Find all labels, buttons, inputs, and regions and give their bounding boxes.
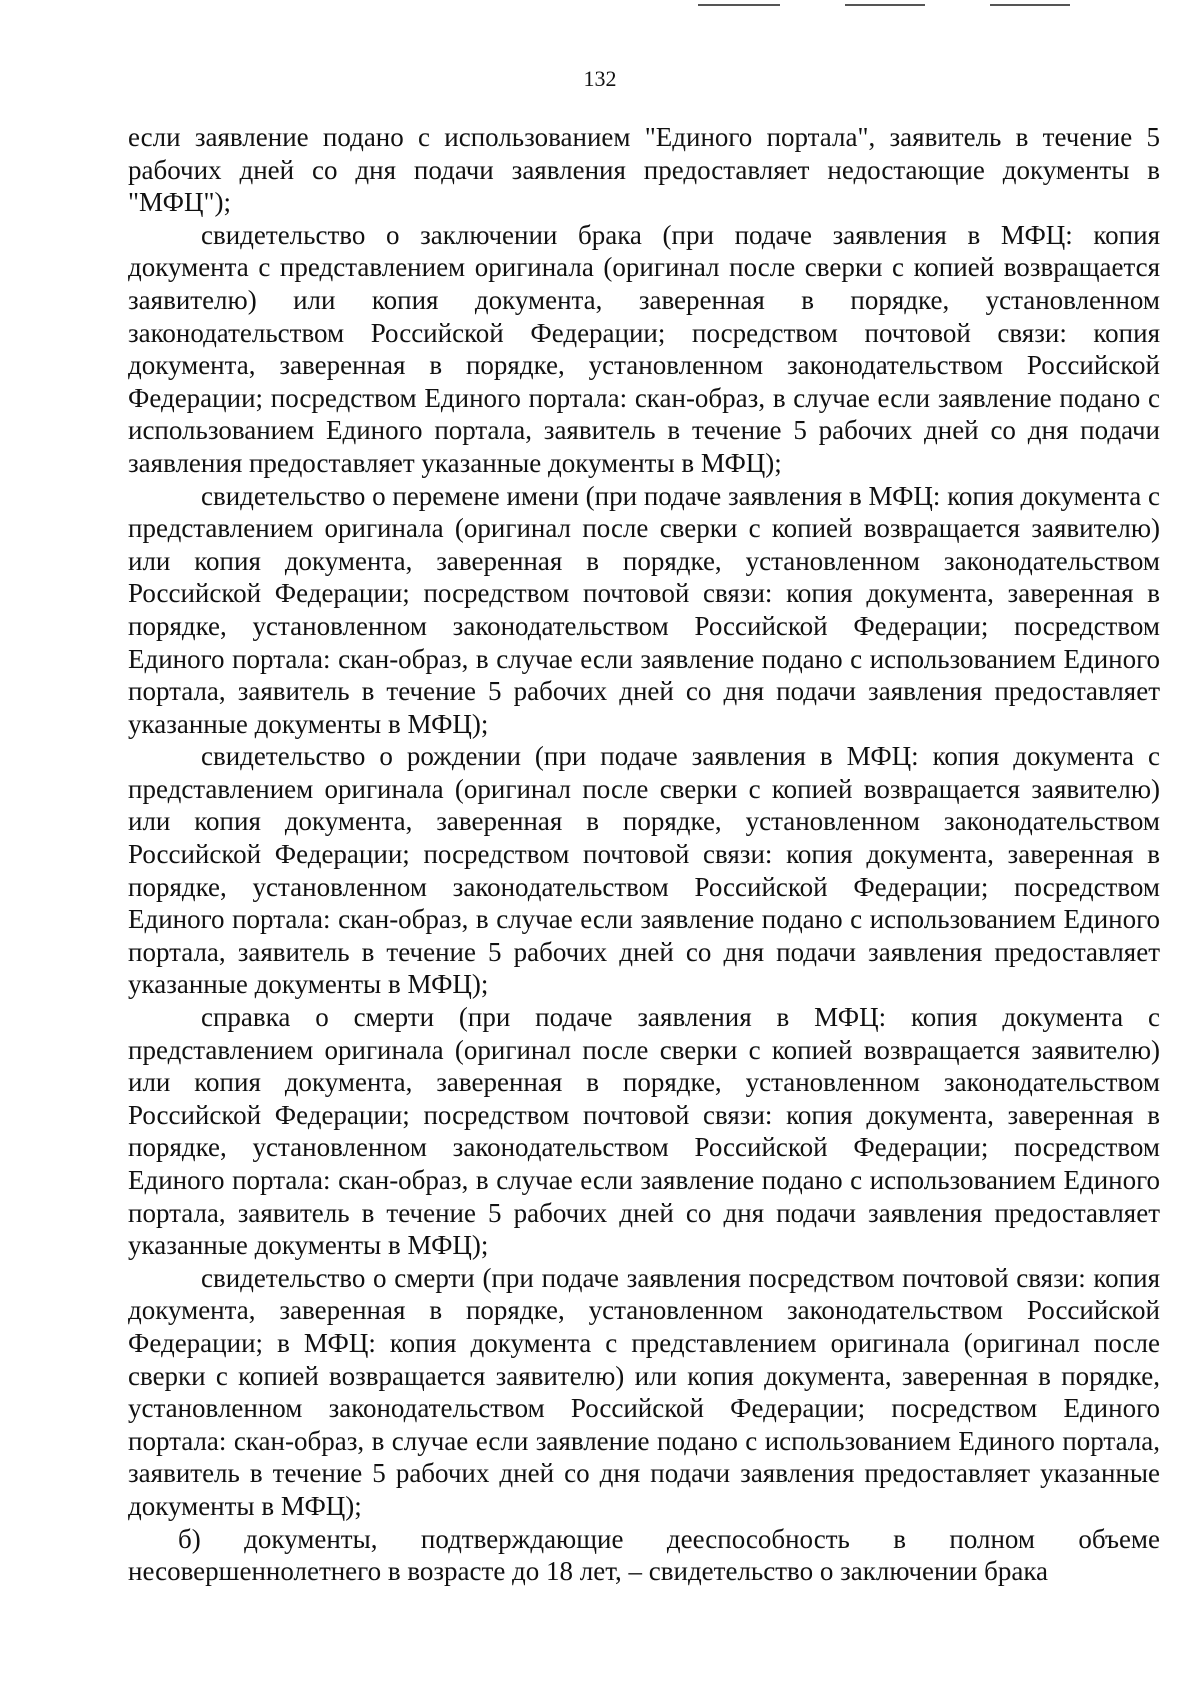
paragraph-death-notice: справка о смерти (при подаче заявления в МФЦ: копия документа с представлением оригинала (оригинал после сверки с копией возвращается заявителю) или копия документа, заверенная в порядке, установленном законодательством Российской Федерации; посредством почтовой связи: копия документа, заверенная в порядке, установленном законодательством Российской Федерации; посредством Единого портала: скан-образ, в случае если заявление подано с использованием Единого портала, заявитель в течение 5 рабочих дней со дня подачи заявления предоставляет указанные документы в МФЦ); (128, 1002, 1160, 1261)
paragraph-continuation: если заявление подано с использованием "Единого портала", заявитель в течение 5 рабочих дней со дня подачи заявления предоставляет недостающие документы в "МФЦ"); (128, 122, 1160, 218)
paragraph-birth-certificate: свидетельство о рождении (при подаче заявления в МФЦ: копия документа с представлением оригинала (оригинал после сверки с копией возвращается заявителю) или копия документа, заверенная в порядке, установленном законодательством Российской Федерации; посредством почтовой связи: копия документа, заверенная в порядке, установленном законодательством Российской Федерации; посредством Единого портала: скан-образ, в случае если заявление подано с использованием Единого портала, заявитель в течение 5 рабочих дней со дня подачи заявления предоставляет указанные документы в МФЦ); (128, 741, 1160, 1000)
page-number (0, 66, 1200, 92)
paragraph-death-certificate: свидетельство о смерти (при подаче заявления посредством почтовой связи: копия документа, заверенная в порядке, установленном законодательством Российской Федерации; в МФЦ: копия документа с представлением оригинала (оригинал после сверки с копией возвращается заявителю) или копия документа, заверенная в порядке, установленном законодательством Российской Федерации; посредством Единого портала: скан-образ, в случае если заявление подано с использованием Единого портала, заявитель в течение 5 рабочих дней со дня подачи заявления предоставляет указанные документы в МФЦ); (128, 1262, 1160, 1521)
page-number-text: 132 (583, 66, 617, 91)
scan-mark (698, 4, 780, 6)
paragraph-marriage-certificate: свидетельство о заключении брака (при подаче заявления в МФЦ: копия документа с представлением оригинала (оригинал после сверки с копией возвращается заявителю) или копия документа, заверенная в порядке, установленном законодательством Российской Федерации; посредством почтовой связи: копия документа, заверенная в порядке, установленном законодательством Российской Федерации; посредством Единого портала: скан-образ, в случае если заявление подано с использованием Единого портала, заявитель в течение 5 рабочих дней со дня подачи заявления предоставляет указанные документы в МФЦ); (128, 219, 1160, 478)
scan-mark (990, 4, 1070, 6)
scan-header-marks (0, 0, 1200, 10)
document-body (128, 121, 1160, 1588)
paragraph-item-b: б) документы, подтверждающие дееспособность в полном объеме несовершеннолетнего в возрасте до 18 лет, – свидетельство о заключении брака (128, 1523, 1160, 1587)
paragraph-name-change-certificate: свидетельство о перемене имени (при подаче заявления в МФЦ: копия документа с представлением оригинала (оригинал после сверки с копией возвращается заявителю) или копия документа, заверенная в порядке, установленном законодательством Российской Федерации; посредством почтовой связи: копия документа, заверенная в порядке, установленном законодательством Российской Федерации; посредством Единого портала: скан-образ, в случае если заявление подано с использованием Единого портала, заявитель в течение 5 рабочих дней со дня подачи заявления предоставляет указанные документы в МФЦ); (128, 480, 1160, 739)
scan-mark (845, 4, 925, 6)
